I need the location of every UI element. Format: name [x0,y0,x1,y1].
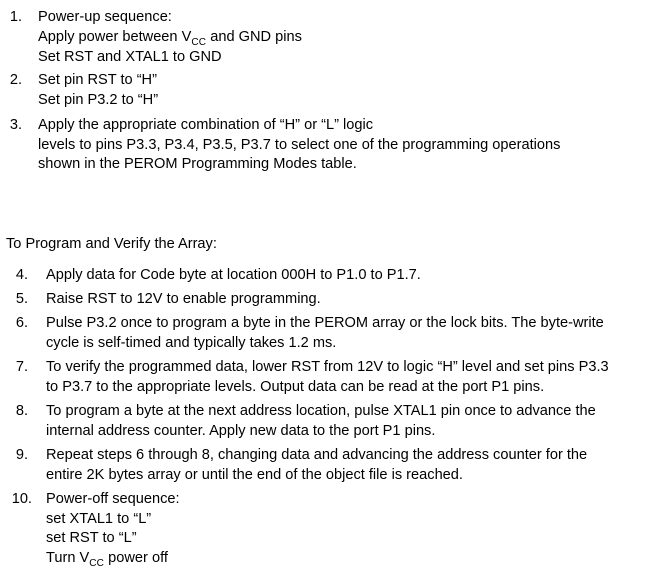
step-line: cycle is self-timed and typically takes 1.2 ms. [46,334,337,351]
subscript-cc: CC [89,557,105,569]
step-text [46,402,596,441]
step-line [38,28,302,49]
step-line: Power-up sequence: [38,9,172,25]
step-line: Apply the appropriate combination of “H” or “L” logic [38,117,374,133]
step-line: Set pin RST to “H” [38,72,157,88]
line-text: Apply power between V [38,28,192,45]
step-number: 5. [15,291,28,307]
step-line: To program a byte at the next address location, pulse XTAL1 pin once to advance the [46,403,596,419]
step-line: to P3.7 to the appropriate levels. Output data can be read at the port P1 pins. [46,378,545,395]
step-line: set XTAL1 to “L” [46,510,152,527]
step-number: 3. [9,117,22,133]
step-text [46,290,321,310]
step-line: levels to pins P3.3, P3.4, P3.5, P3.7 to select one of the programming operations [38,136,561,153]
step-text [46,314,604,353]
step-number: 4. [15,267,28,283]
step-text [46,490,180,569]
step-line: Set RST and XTAL1 to GND [38,49,222,66]
step-line: set RST to “L” [46,530,137,547]
step-line: Raise RST to 12V to enable programming. [46,291,321,307]
step-line: Apply data for Code byte at location 000H to P1.0 to P1.7. [46,267,421,283]
step-text [46,446,587,485]
step-line: Power-off sequence: [46,491,180,507]
step-line: Pulse P3.2 once to program a byte in the PEROM array or the lock bits. The byte-write [46,315,604,331]
step-number: 6. [15,315,28,331]
step-number: 9. [15,447,28,463]
step-number: 2. [9,72,22,88]
step-line: To verify the programmed data, lower RST from 12V to logic “H” level and set pins P3.3 [46,359,609,375]
step-text [38,116,560,175]
line-text: Turn V [46,549,90,566]
step-line: shown in the PEROM Programming Modes table. [38,156,357,173]
step-text [46,266,421,286]
step-line: Repeat steps 6 through 8, changing data and advancing the address counter for the [46,447,588,463]
line-text: and GND pins [206,28,302,45]
subscript-cc: CC [191,36,207,48]
step-number: 8. [15,403,28,419]
step-line: internal address counter. Apply new data to the port P1 pins. [46,422,436,439]
step-number: 7. [15,359,28,375]
step-text [46,358,609,397]
step-line [46,549,180,570]
step-line: Set pin P3.2 to “H” [38,91,159,108]
step-text [38,8,302,68]
line-text: power off [104,549,168,566]
section-heading: To Program and Verify the Array: [6,236,217,252]
step-line: entire 2K bytes array or until the end of the object file is reached. [46,466,463,483]
step-text [38,71,158,110]
step-number: 10. [11,491,32,507]
step-number: 1. [9,9,22,25]
